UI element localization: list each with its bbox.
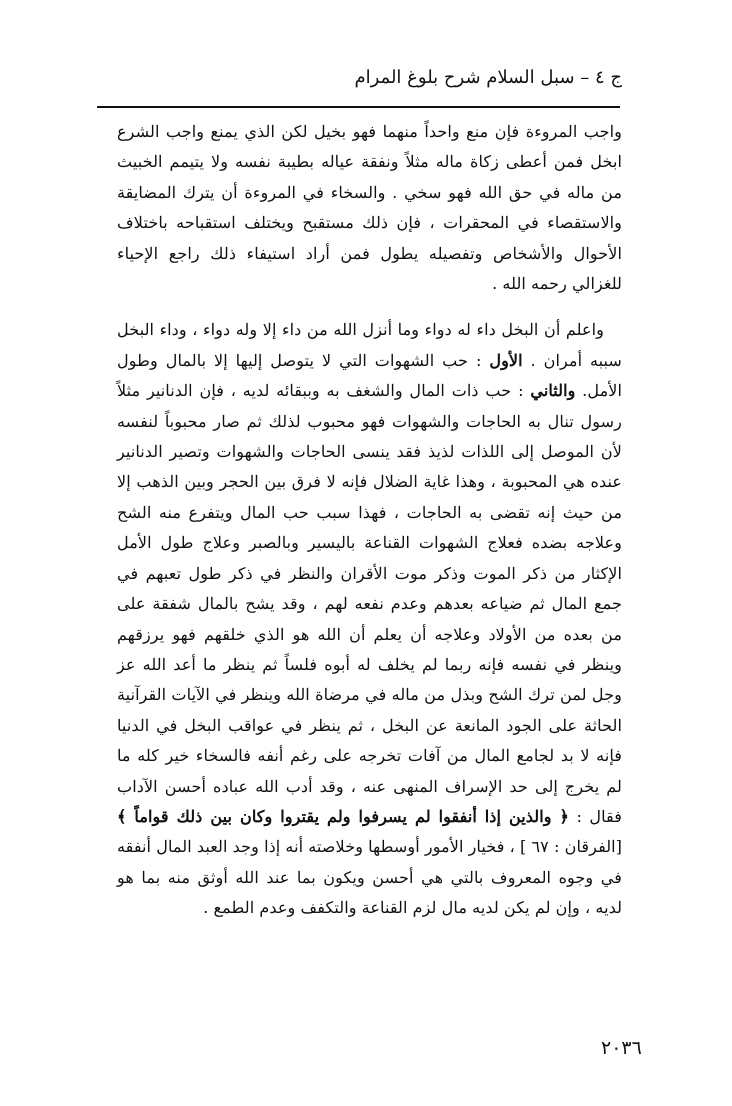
first-cause-label: الأول: [489, 350, 523, 370]
first-cause-text: : حب الشهوات التي لا يتوصل إليها إلا بالمال وطول الأمل.: [117, 350, 622, 401]
header-divider: [97, 106, 620, 108]
second-cause-label: والثاني: [530, 381, 576, 401]
paragraph-2: [117, 315, 622, 923]
header-title: ج ٤ – سبل السلام شرح بلوغ المرام: [354, 67, 622, 88]
paragraph-1: [117, 117, 622, 299]
paragraph-2-intro: واعلم أن البخل داء له دواء وما أنزل الله من داء إلا وله دواء ، وداء البخل سببه أمران .: [117, 320, 622, 370]
paragraph-1-text: واجب المروءة فإن منع واحداً منهما فهو بخيل لكن الذي يمنع واجب الشرع ابخل فمن أعطى زكاة ماله مثلاً ونفقة عياله بطيبة نفسه ولا يتيمم الخبيث من ماله في حق الله فهو سخي . والسخاء في المروءة أن يترك المضايقة والاستقصاء في المحقرات ، فإن ذلك مستقبح ويختلف استقباحه باختلاف الأحوال والأشخاص وتفصيله يطول فمن أراد استيفاء ذلك راجع الإحياء للغزالي رحمه الله .: [117, 122, 622, 294]
main-text: [117, 117, 622, 924]
verse-citation: [الفرقان : ٦٧ ]: [519, 837, 622, 857]
second-cause-text: : حب ذات المال والشغف به وببقائه لديه ، فإن الدنانير مثلاً رسول تنال به الحاجات والشهوات فهو محبوب لذلك ثم صار محبوباً لنفسه لأن الموصل إلى اللذات لذيذ فقد ينسى الحاجات والشهوات وتصير الدنانير عنده هي المحبوبة ، وهذا غاية الضلال فإنه لا فرق بين الحجر وبين الذهب إلا من حيث إنه تقضى به الحاجات ، فهذا سبب حب المال ويتفرع منه الشح وعلاجه بضده فعلاج الشهوات القناعة باليسير وبالصبر وعلاج طول الأمل الإكثار من ذكر الموت وذكر موت الأقران والنظر في ذكر طول تعبهم في جمع المال ثم ضياعه بعدهم وعدم نفعه لهم ، وقد يشح بالمال شفقة على من بعده من الأولاد وعلاجه أن يعلم أن الله هو الذي خلقهم فهو يرزقهم وينظر في نفسه فإنه ربما لم يخلف له أبوه فلساً ثم ينظر ما أعد الله عز وجل لمن ترك الشح وبذل من ماله في مرضاة الله وينظر في الآيات القرآنية الحاثة على الجود المانعة عن البخل ، ثم ينظر في عواقب البخل في الدنيا فإنه لا بد لجامع المال من آفات تخرجه على رغم أنفه فالسخاء خير كله ما لم يخرج إلى حد الإسراف المنهى عنه ، وقد أدب الله عباده أحسن الآداب فقال :: [117, 381, 622, 826]
page-number: ٢٠٣٦: [601, 1037, 642, 1059]
running-header: [354, 66, 622, 90]
quran-verse: ﴿ والذين إذا أنفقوا لم يسرفوا ولم يقتروا وكان بين ذلك قواماً ﴾: [117, 806, 569, 826]
paragraph-2-closing: ، فخيار الأمور أوسطها وخلاصته أنه إذا وجد العبد المال أنفقه في وجوه المعروف بالتي هي أحسن ويكون بما عند الله أوثق منه بما هو لديه ، وإن لم يكن لديه مال لزم القناعة والتكفف وعدم الطمع .: [117, 837, 622, 918]
